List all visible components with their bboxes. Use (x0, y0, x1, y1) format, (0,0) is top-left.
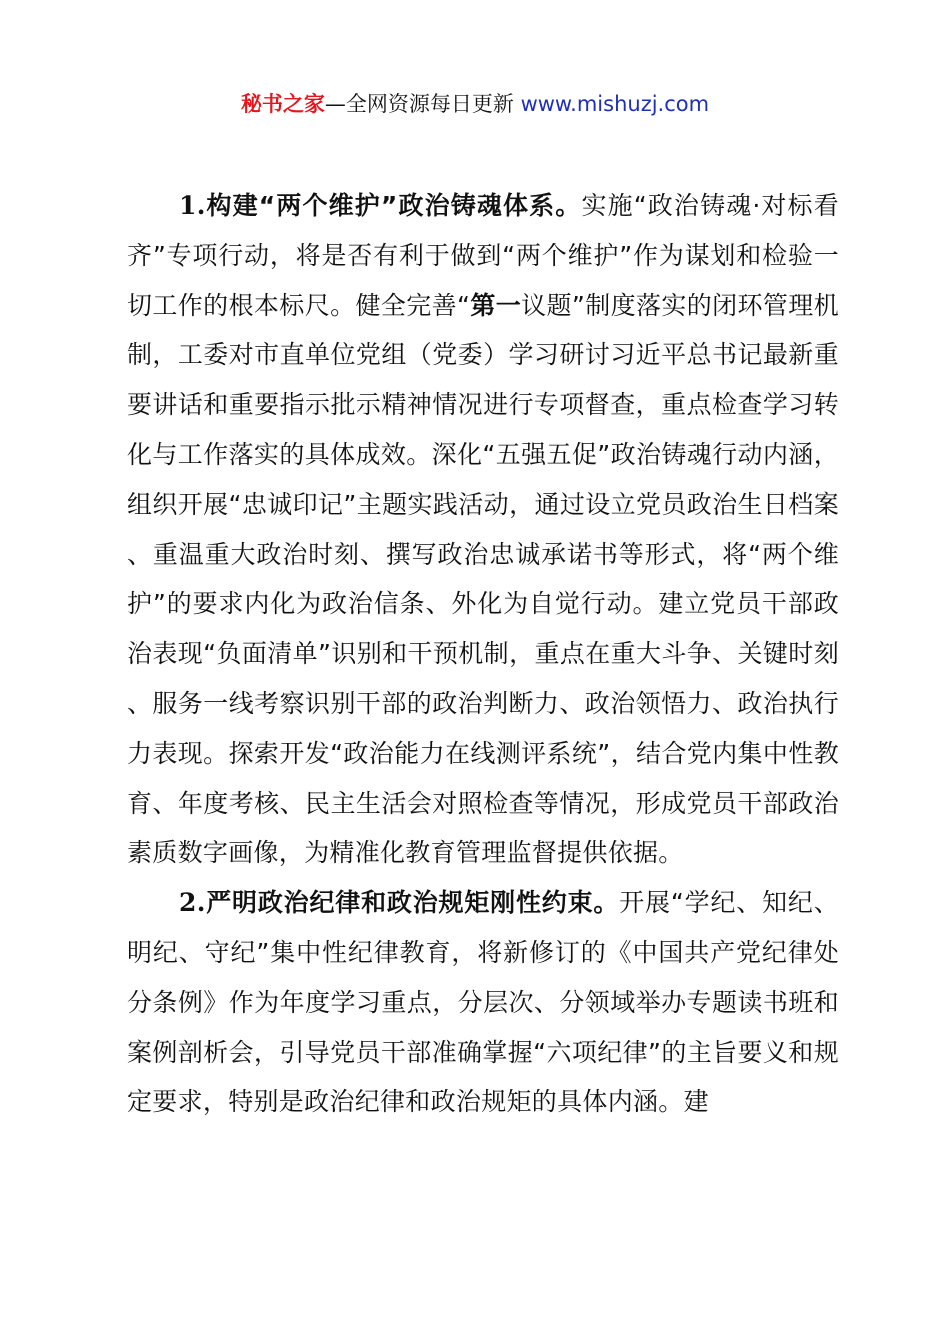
paragraph-2-number: 2. (179, 888, 206, 918)
paragraph-1-heading: 构建“两个维护”政治铸魂体系。 (205, 191, 582, 220)
paragraph-2-body-a: 开展“学纪、知纪、明纪、守纪”集中性纪律教育，将新修订的《中国共产党纪律处分条例》作为年度学习重点，分层次、分领域举办专题读书班和案例剖析会，引导党员干部准确掌握“六项纪律”的主旨要义和规定要求，特别是政治纪律和政治规矩的具体内涵。建 (127, 888, 839, 1117)
paragraph-2-heading: 严明政治纪律和政治规矩刚性约束。 (205, 888, 620, 918)
paragraph-1-body-b: 议题”制度落实的闭环管理机制，工委对市直单位党组（党委）学习研讨习近平总书记最新重要讲话和重要指示批示精神情况进行专项督查，重点检查学习转化与工作落实的具体成效。深化“五强五促”政治铸魂行动内涵，组织开展“忠诚印记”主题实践活动，通过设立党员政治生日档案、重温重大政治时刻、撰写政治忠诚承诺书等形式，将“两个维护”的要求内化为政治信条、外化为自觉行动。建立党员干部政治表现“负面清单”识别和干预机制，重点在重大斗争、关键时刻、服务一线考察识别干部的政治判断力、政治领悟力、政治执行力表现。探索开发“政治能力在线测评系统”，结合党内集中性教育、年度考核、民主生活会对照检查等情况，形成党员干部政治素质数字画像，为精准化教育管理监督提供依据。 (127, 290, 839, 868)
paragraph-2 (127, 878, 839, 1127)
paragraph-1 (127, 181, 839, 878)
header-tagline: —全网资源每日更新 (324, 92, 521, 116)
paragraph-1-number: 1. (179, 191, 206, 220)
site-header (0, 88, 950, 120)
paragraph-1-body-a: 实施“政治铸魂·对标看齐”专项行动，将是否有利于做到“两个维护”作为谋划和检验一切工作的根本标尺。健全完善“ (127, 191, 839, 320)
site-url[interactable]: www.mishuzj.com (520, 92, 710, 116)
paragraph-1-bold-term: 第一 (470, 290, 522, 320)
brand-name: 秘书之家 (240, 92, 325, 116)
document-body (127, 181, 839, 1127)
